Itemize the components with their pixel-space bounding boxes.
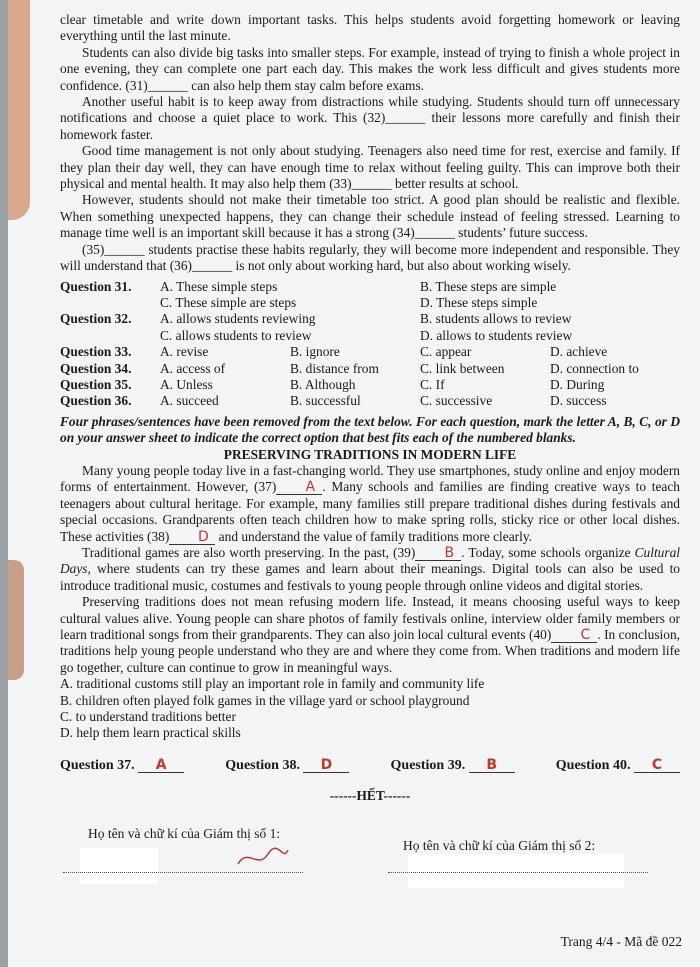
page-footer: Trang 4/4 - Mã đề 022: [560, 934, 682, 949]
finger-left-bottom: [8, 560, 24, 680]
option-c: C. appear: [420, 344, 472, 360]
passage1-p1: Students can also divide big tasks into smaller steps. For example, instead of trying to finish a whole project in one evening, they can complete one part each day. This makes the work less difficult and gives students more confidence. (31)______ can also help them stay calm before exams.: [60, 44, 680, 93]
question-block: [60, 279, 680, 410]
option-d: D. connection to: [550, 360, 639, 376]
option-c: C. link between: [420, 360, 505, 376]
answer-39: Question 39. B: [391, 758, 515, 774]
option-a: A. access of: [160, 360, 226, 376]
exam-content: [60, 12, 680, 805]
option-item: B. children often played folk games in the village yard or school playground: [60, 692, 470, 708]
option-a: A. succeed: [160, 393, 219, 409]
question-36: [60, 393, 680, 409]
passage1-p5: (35)______ students practise these habits regularly, they will become more independent and responsible. They will understand that (36)______ is not only about working hard, but also about working wisely.: [60, 241, 680, 274]
proctor-2-label: Họ tên và chữ kí của Giám thị số 2:: [403, 838, 596, 853]
option-a: A. Unless: [160, 376, 213, 392]
passage1-p3: Good time management is not only about studying. Teenagers also need time for rest, exercise and family. If they plan their day well, they can have enough time to relax without feeling guilty. This can improve both their physical and mental health. It may also help them (33)______ better results at school.: [60, 143, 680, 192]
option-a: A. allows students reviewing: [160, 311, 316, 327]
option-b: B. distance from: [290, 360, 379, 376]
signature-mark: [233, 842, 293, 872]
finger-left-top: [8, 0, 30, 220]
question-32-row2: [60, 328, 680, 344]
answer-40: Question 40. C: [556, 758, 680, 774]
handwritten-answer-38: D: [169, 530, 215, 545]
question-label: Question 34.: [60, 360, 132, 376]
option-item: D. help them learn practical skills: [60, 725, 241, 741]
question-label: Question 32.: [60, 311, 132, 327]
option-a: A. revise: [160, 344, 209, 360]
passage1-p0: clear timetable and write down important tasks. This helps students avoid forgetting homework or leaving everything until the last minute.: [60, 12, 680, 44]
option-c: C. allows students to review: [160, 327, 312, 343]
option-d: D. achieve: [550, 344, 608, 360]
option-b: B. ignore: [290, 344, 340, 360]
end-marker: ------HẾT------: [329, 788, 411, 804]
redacted-name-1: [80, 848, 158, 884]
question-34: [60, 361, 680, 377]
question-label: Question 36.: [60, 393, 132, 409]
exam-page: [8, 0, 700, 967]
option-c: C. successive: [420, 393, 493, 409]
option-item: A. traditional customs still play an important role in family and community life: [60, 676, 485, 692]
answer-38: Question 38. D: [225, 758, 349, 774]
option-c: C. These simple are steps: [160, 294, 297, 310]
signature-line-1: [63, 872, 303, 873]
option-d: D. allows to students review: [420, 327, 573, 343]
question-label: Question 31.: [60, 278, 132, 294]
handwritten-answer-37: A: [276, 480, 322, 495]
signature-line-2: [388, 872, 648, 873]
answer-row: [60, 758, 680, 774]
handwritten-answer-39: B: [415, 546, 461, 561]
passage-title: PRESERVING TRADITIONS IN MODERN LIFE: [223, 446, 517, 462]
option-d: D. During: [550, 376, 605, 392]
handwritten-answer-40: C: [551, 628, 597, 643]
answer-37: Question 37. A: [60, 758, 184, 774]
option-d: D. success: [550, 393, 607, 409]
question-31-row2: [60, 295, 680, 311]
question-33: [60, 344, 680, 360]
option-b: B. These steps are simple: [420, 278, 557, 294]
option-c: C. If: [420, 376, 445, 392]
option-d: D. These steps simple: [420, 294, 538, 310]
passage2-p1: Many young people today live in a fast-changing world. They use smartphones, study online and enjoy modern forms of entertainment. However, (37) A . Many schools and families are finding creative ways to teach teenagers about cultural heritage. For example, many families still prepare traditional dishes during festivals and special occasions. Grandparents often teach children how to make spring rolls, sticky rice or other local dishes. These activities (38) D and understand the value of family traditions more clearly.: [60, 462, 680, 545]
passage1-p2: Another useful habit is to keep away from distractions while studying. Students should turn off unnecessary notifications and choose a quiet place to work. This (32)______ their lessons more carefully and finish their homework faster.: [60, 94, 680, 142]
passage2-p2: Traditional games are also worth preserving. In the past, (39) B . Today, some schools organize Cultural Days, where students can try these games and learn about their meanings. Digital tools can also be used to introduce traditional music, costumes and festivals to young people through online videos and digital stories.: [60, 545, 680, 593]
question-label: Question 33.: [60, 344, 132, 360]
option-b: B. successful: [290, 393, 361, 409]
redacted-name-2: [408, 854, 624, 888]
option-a: A. These simple steps: [160, 278, 278, 294]
section-instruction: Four phrases/sentences have been removed from the text below. For each question, mark the letter A, B, C, or D on your answer sheet to indicate the correct option that best fits each of the numbered blanks.: [60, 413, 680, 446]
option-b: B. students allows to review: [420, 311, 572, 327]
question-35: [60, 377, 680, 393]
option-item: C. to understand traditions better: [60, 709, 236, 725]
question-31: [60, 279, 680, 295]
proctor-1-label: Họ tên và chữ kí của Giám thị số 1:: [88, 826, 281, 841]
passage2-p3: Preserving traditions does not mean refusing modern life. Instead, it means choosing useful ways to keep cultural values alive. Young people can share photos of family festivals online, interview older family members or learn traditional songs from their grandparents. They can also join local cultural events (40) C . In conclusion, traditions help young people understand who they are and where they come from. When traditions and modern life go together, culture can continue to grow in meaningful ways.: [60, 594, 681, 675]
passage1-p4: However, students should not make their timetable too strict. A good plan should be realistic and flexible. When something unexpected happens, they can change their schedule instead of feeling stressed. Learning to manage time well is an important skill because it has a strong (34)______ students’ future success.: [60, 192, 680, 241]
question-label: Question 35.: [60, 376, 132, 392]
question-32: [60, 311, 680, 327]
option-b: B. Although: [290, 376, 356, 392]
options-list: [60, 676, 680, 742]
